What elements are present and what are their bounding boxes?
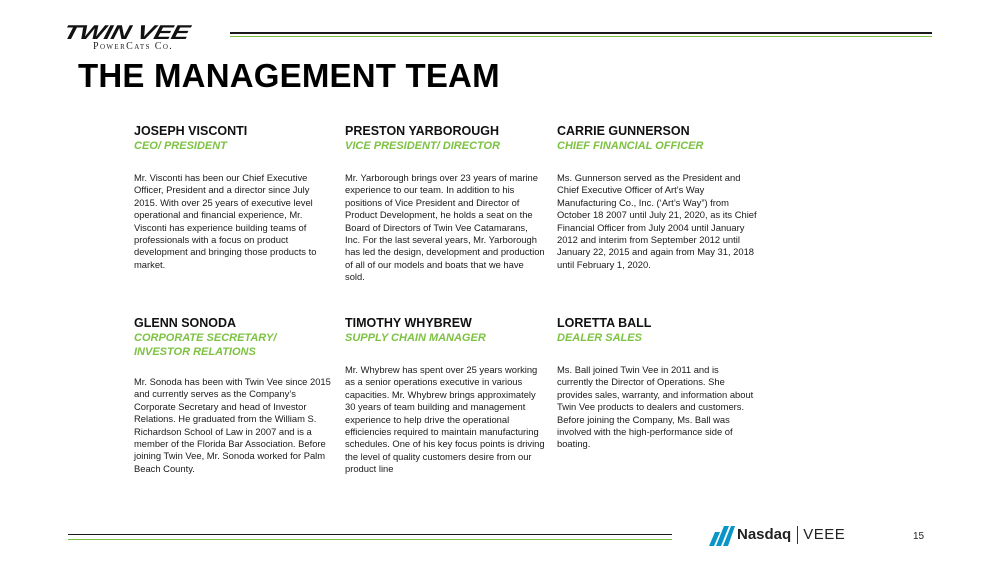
nasdaq-badge <box>707 522 845 548</box>
team-member-visconti <box>134 123 334 283</box>
member-name: CARRIE GUNNERSON <box>557 124 690 138</box>
member-bio: Ms. Gunnerson served as the President and Chief Executive Officer of Art’s Way Manufacturing Co., Inc. (‘Art’s Way”) from October 18 2007 until July 21, 2020, as its Chief Financial Officer from July 2004 until January 2012 and interim from September 2012 until January 22, 2015 and again from May 31, 2018 until February 1, 2020. <box>557 172 757 270</box>
exchange-separator <box>797 526 798 544</box>
footer-rule-black <box>68 534 672 535</box>
page-number: 15 <box>913 531 925 542</box>
team-member-gunnerson <box>557 123 757 283</box>
header-rule-black <box>230 32 932 34</box>
exchange-name: Nasdaq <box>737 526 792 543</box>
logo-wordmark: TWIN VEE <box>61 22 192 44</box>
member-role: SUPPLY CHAIN MANAGER <box>345 332 486 344</box>
member-name: LORETTA BALL <box>557 316 652 330</box>
member-bio: Mr. Yarborough brings over 23 years of marine experience to our team. In addition to his positions of Vice President and Director of Product Development, he holds a seat on the Board of Directors of Twin Vee Catamarans, Inc. For the last several years, Mr. Yarborough has led the design, development and production of all of our models and boats that we have sold. <box>345 172 545 283</box>
team-member-yarborough <box>345 123 545 293</box>
member-role: CEO/ PRESIDENT <box>134 140 227 152</box>
member-bio: Ms. Ball joined Twin Vee in 2011 and is currently the Director of Operations. She provides sales, warranty, and information about Twin Vee products to dealers and customers. Before joining the Company, Ms. Ball was involved with the high-performance side of boating. <box>557 364 754 450</box>
team-member-ball <box>557 315 757 465</box>
member-name: TIMOTHY WHYBREW <box>345 316 472 330</box>
member-name: JOSEPH VISCONTI <box>134 124 248 138</box>
ticker-symbol: VEEE <box>803 526 846 543</box>
twin-vee-logo <box>61 22 226 54</box>
nasdaq-logo-icon <box>707 522 735 548</box>
team-member-whybrew <box>345 315 545 495</box>
member-role: VICE PRESIDENT/ DIRECTOR <box>345 140 501 152</box>
member-bio: Mr. Sonoda has been with Twin Vee since 2015 and currently serves as the Company’s Corporate Secretary and head of Investor Relations. He graduated from the William S. Richardson School of Law in 2007 and is a member of the Florida Bar Association. Before joining Twin Vee, Mr. Sonoda worked for Palm Beach County. <box>134 376 331 474</box>
member-role: CORPORATE SECRETARY/ INVESTOR RELATIONS <box>134 332 277 358</box>
member-role: CHIEF FINANCIAL OFFICER <box>557 140 704 152</box>
member-role: DEALER SALES <box>557 332 642 344</box>
logo-tagline: PowerCats Co. <box>93 41 174 52</box>
member-bio: Mr. Whybrew has spent over 25 years working as a senior operations executive in various capacities. Mr. Whybrew brings approximately 30 years of team building and management experience to help drive the operational efficiencies required to maintain manufacturing schedules. One of his key focus points is driving the level of quality customers desire from our product line <box>345 364 545 475</box>
member-name: GLENN SONODA <box>134 316 237 330</box>
page-title: THE MANAGEMENT TEAM <box>78 57 500 94</box>
member-bio: Mr. Visconti has been our Chief Executive Officer, President and a director since July 2015. With over 25 years of executive level operational and financial experience, Mr. Visconti has experience building teams of professionals with a focus on product development and bringing those products to market. <box>134 172 317 270</box>
header-rule-green <box>230 36 932 37</box>
member-name: PRESTON YARBOROUGH <box>345 124 499 138</box>
team-member-sonoda <box>134 315 334 485</box>
footer-rule-green <box>68 539 672 540</box>
